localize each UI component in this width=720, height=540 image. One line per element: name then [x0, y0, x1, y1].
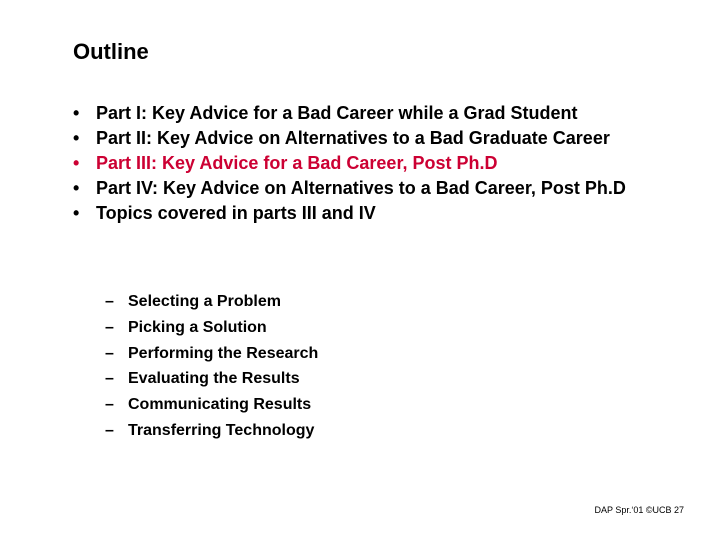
subtopic-item [105, 292, 318, 312]
bullet-item-part-1 [73, 104, 673, 123]
subtopic-item [105, 318, 318, 338]
bullet-text: Topics covered in parts III and IV [96, 203, 376, 223]
bullet-item-part-2 [73, 129, 673, 148]
subtopic-text: Communicating Results [128, 396, 312, 414]
dash-icon: – [105, 344, 114, 362]
dash-icon: – [105, 293, 114, 310]
subtopic-item [105, 344, 318, 364]
dash-icon: – [105, 370, 114, 388]
subtopic-item [105, 369, 318, 389]
slide-footer: DAP Spr.‘01 ©UCB 27 [594, 505, 684, 515]
dash-icon: – [105, 396, 114, 414]
subtopic-text: Evaluating the Results [128, 370, 300, 388]
bullet-item-part-3 [73, 154, 673, 173]
slide-title: Outline [73, 39, 149, 64]
dash-icon: – [105, 421, 114, 439]
subtopic-text: Transferring Technology [128, 421, 315, 439]
subtopic-item [105, 395, 318, 415]
subtopic-text: Performing the Research [128, 344, 319, 362]
bullet-item-topics [73, 204, 673, 223]
bullet-dot-icon: • [73, 203, 80, 223]
subtopic-item [105, 421, 318, 441]
bullet-dot-icon: • [73, 128, 80, 148]
bullet-text: Part II: Key Advice on Alternatives to a Bad Graduate Career [96, 128, 610, 148]
dash-icon: – [105, 318, 114, 336]
bullet-dot-icon: • [73, 103, 80, 123]
subtopic-text: Picking a Solution [128, 318, 267, 336]
bullet-dot-icon: • [73, 153, 80, 173]
bullet-text: Part III: Key Advice for a Bad Career, Post Ph.D [96, 153, 498, 173]
bullet-dot-icon: • [73, 178, 80, 198]
bullet-item-part-4 [73, 179, 673, 198]
subtopic-text: Selecting a Problem [128, 293, 281, 310]
subtopic-list [105, 292, 318, 447]
bullet-list [73, 104, 673, 229]
bullet-text: Part IV: Key Advice on Alternatives to a Bad Career, Post Ph.D [96, 178, 626, 198]
bullet-text: Part I: Key Advice for a Bad Career while a Grad Student [96, 103, 578, 123]
